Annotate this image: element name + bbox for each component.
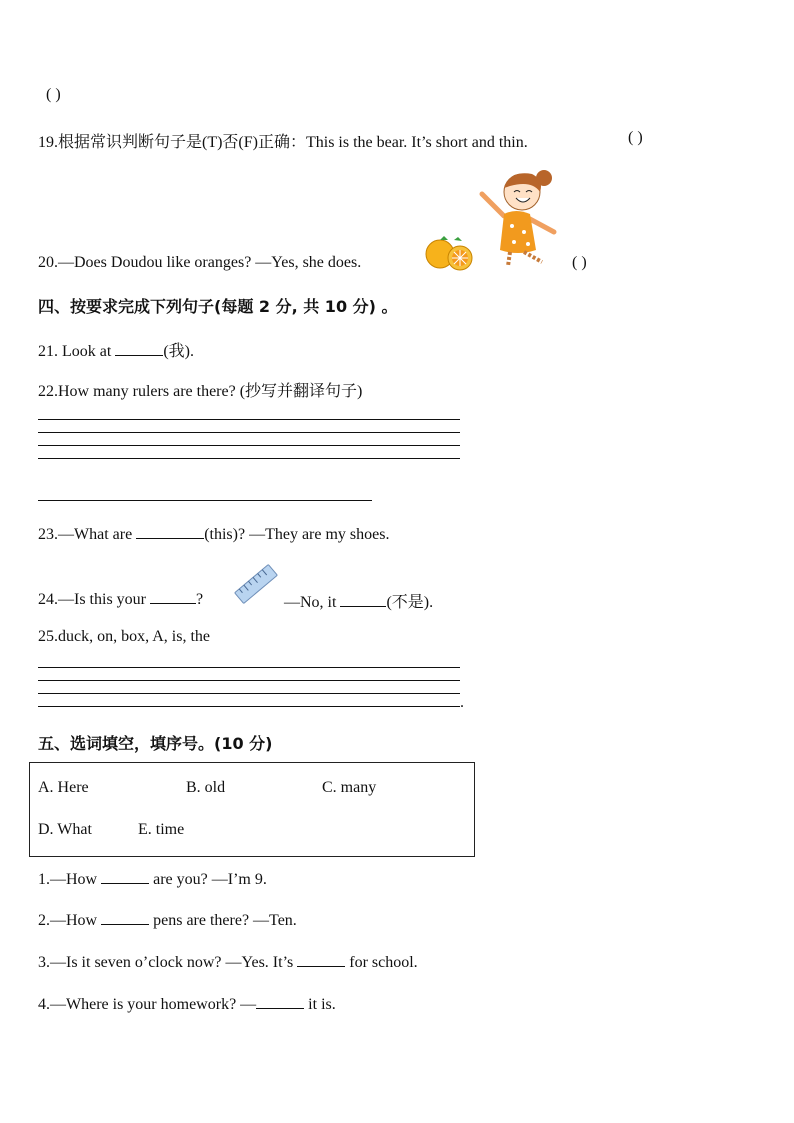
fill-question-1-rest: are you? —I’m 9.: [153, 871, 267, 888]
question-23-rest: (this)? —They are my shoes.: [204, 526, 390, 543]
answer-paren: ( ): [628, 129, 643, 146]
fill-question-1: [38, 869, 267, 889]
fill-question-2-rest: pens are there? —Ten.: [153, 912, 297, 929]
question-19: 19.根据常识判断句子是(T)否(F)正确：This is the bear. It’s short and thin.: [38, 134, 528, 151]
question-20: 20.—Does Doudou like oranges? —Yes, she does.: [38, 254, 362, 271]
answer-blank[interactable]: [256, 994, 304, 1009]
question-24-answer: [284, 589, 433, 612]
question-25: 25.duck, on, box, A, is, the: [38, 628, 210, 645]
fill-question-4-rest: it is.: [308, 996, 336, 1013]
answer-blank[interactable]: [136, 524, 204, 539]
question-21-text: 21. Look at: [38, 343, 112, 360]
section-4-heading: 四、按要求完成下列句子(每题 2 分, 共 10 分) 。: [38, 297, 398, 316]
answer-blank[interactable]: [340, 592, 386, 607]
fill-question-3: [38, 952, 418, 972]
question-21: [38, 338, 194, 361]
writing-line[interactable]: [38, 667, 460, 668]
question-24-hint: (不是).: [386, 594, 434, 611]
fill-question-4-text: 4.—Where is your homework? —: [38, 996, 257, 1013]
question-24: [38, 589, 203, 609]
answer-blank[interactable]: [115, 341, 163, 356]
answer-paren: ( ): [46, 86, 61, 103]
writing-line[interactable]: [38, 419, 460, 420]
word-option-c: C. many: [322, 779, 377, 796]
writing-line[interactable]: [38, 680, 460, 681]
girl-illustration: [470, 166, 566, 270]
question-21-hint: (我).: [163, 343, 194, 360]
writing-line[interactable]: [38, 706, 460, 707]
answer-paren: ( ): [572, 254, 587, 271]
translation-line[interactable]: [38, 500, 372, 501]
line-end-period: .: [460, 694, 464, 711]
fill-question-3-rest: for school.: [349, 954, 418, 971]
section-5-heading: 五、选词填空，填序号。(10 分): [38, 734, 273, 753]
fill-question-2: [38, 910, 297, 930]
question-23-text: 23.—What are: [38, 526, 133, 543]
oranges-illustration: [422, 232, 478, 272]
word-option-d: D. What: [38, 821, 92, 838]
question-23: [38, 524, 389, 544]
writing-line[interactable]: [38, 458, 460, 459]
writing-line[interactable]: [38, 693, 460, 694]
question-24-text: 24.—Is this your: [38, 591, 146, 608]
answer-blank[interactable]: [101, 910, 149, 925]
question-24-reply: —No, it: [284, 594, 337, 611]
fill-question-3-text: 3.—Is it seven o’clock now? —Yes. It’s: [38, 954, 294, 971]
word-option-b: B. old: [186, 779, 226, 796]
word-option-e: E. time: [138, 821, 185, 838]
answer-blank[interactable]: [101, 869, 149, 884]
fill-question-2-text: 2.—How: [38, 912, 98, 929]
word-bank-box: [29, 762, 475, 857]
answer-blank[interactable]: [297, 952, 345, 967]
ruler-illustration: [232, 560, 280, 608]
question-22: 22.How many rulers are there? (抄写并翻译句子): [38, 383, 363, 400]
fill-question-1-text: 1.—How: [38, 871, 98, 888]
question-24-mark: ?: [196, 591, 204, 608]
answer-blank[interactable]: [150, 589, 196, 604]
word-option-a: A. Here: [38, 779, 89, 796]
writing-line[interactable]: [38, 445, 460, 446]
writing-line[interactable]: [38, 432, 460, 433]
fill-question-4: [38, 994, 336, 1014]
